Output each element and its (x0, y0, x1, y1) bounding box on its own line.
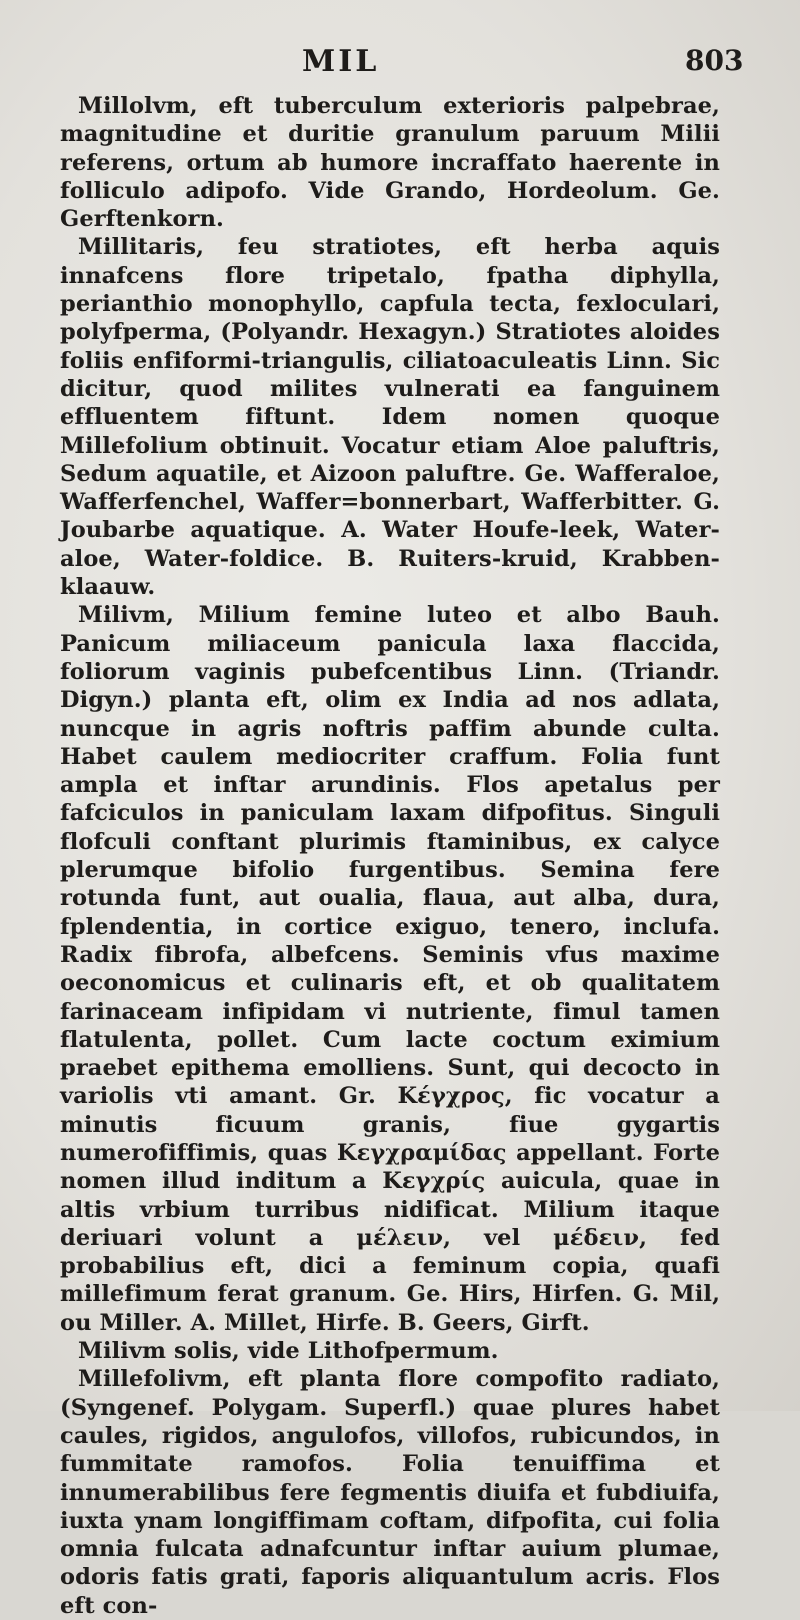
entry-millefolium: Millefolivm, eft planta flore compofito radiato, (Syngenef. Polygam. Superfl.) quae plures habet caules, rigidos, angulofos, villofos, rubicundos, in fummitate ramofos. Folia tenuiffima et innumerabilibus fere fegmentis diuifa et fubdiuifa, iuxta ynam longiffimam coftam, difpofita, cui folia omnia fulcata adnafcuntur inftar auium plumae, odoris fatis grati, faporis aliquantulum acris. Flos eft con- (60, 1366, 720, 1619)
entry-militaris: Millitaris, feu stratiotes, eft herba aquis innafcens flore tripetalo, fpatha diphylla, perianthio monophyllo, capfula tecta, fexloculari, polyfperma, (Polyandr. Hexagyn.) Stratiotes aloides foliis enfiformi-triangulis, ciliatoaculeatis Linn. Sic dicitur, quod milites vulnerati ea fanguinem effluentem fiftunt. Idem nomen quoque Millefolium obtinuit. Vocatur etiam Aloe paluftris, Sedum aquatile, et Aizoon paluftre. Ge. Wafferaloe, Wafferfenchel, Waffer=bonnerbart, Wafferbitter. G. Joubarbe aquatique. A. Water Houfe-leek, Water-aloe, Water-foldice. B. Ruiters-kruid, Krabben-klaauw. (60, 234, 720, 601)
page-header (0, 44, 800, 84)
running-head: MIL (302, 44, 380, 79)
page-number: 803 (685, 44, 744, 77)
entry-millolum: Millolvm, eft tuberculum exterioris palpebrae, magnitudine et duritie granulum paruum Milii referens, ortum ab humore incraffato haerente in folliculo adipofo. Vide Grando, Hordeolum. Ge. Gerftenkorn. (60, 93, 720, 233)
dictionary-text (60, 92, 720, 1620)
entry-milium: Milivm, Milium femine luteo et albo Bauh. Panicum miliaceum panicula laxa flaccida, foliorum vaginis pubefcentibus Linn. (Triandr. Digyn.) planta eft, olim ex India ad nos adlata, nuncque in agris noftris paffim abunde culta. Habet caulem mediocriter craffum. Folia funt ampla et inftar arundinis. Flos apetalus per fafciculos in paniculam laxam difpofitus. Singuli flofculi conftant plurimis ftaminibus, ex calyce plerumque bifolio furgentibus. Semina fere rotunda funt, aut oualia, flaua, aut alba, dura, fplendentia, in cortice exiguo, tenero, inclufa. Radix fibrofa, albefcens. Seminis vfus maxime oeconomicus et culinaris eft, et ob qualitatem farinaceam infipidam vi nutriente, fimul tamen flatulenta, pollet. Cum lacte coctum eximium praebet epithema emolliens. Sunt, qui decocto in variolis vti amant. Gr. Κέγχρος, fic vocatur a minutis ficuum granis, fiue gygartis numerofiffimis, quas Κεγχραμίδας appellant. Forte nomen illud inditum a Κεγχρίς auicula, quae in altis vrbium turribus nidificat. Milium itaque deriuari volunt a μέλειν, vel μέδειν, fed probabilius eft, dici a feminum copia, quafi millefimum ferat granum. Ge. Hirs, Hirfen. G. Mil, ou Miller. A. Millet, Hirfe. B. Geers, Girft. (60, 602, 720, 1336)
entry-milium-solis: Milivm solis, vide Lithofpermum. (78, 1338, 499, 1365)
